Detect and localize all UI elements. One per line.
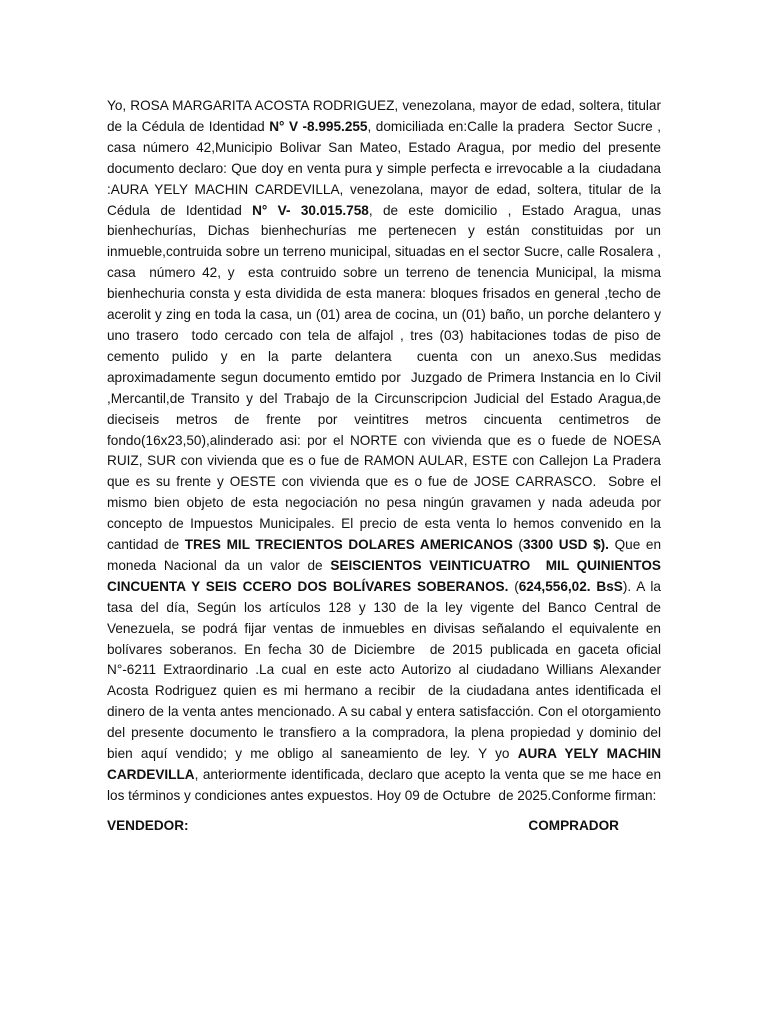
text-run: ( — [512, 537, 523, 553]
text-run: Yo, ROSA MARGARITA ACOSTA RODRIGUEZ, venezolana, mayor de edad, soltera, titular de la Cédula de Identidad — [107, 98, 665, 134]
text-run: Que en moneda Nacional da un valor de — [107, 537, 665, 573]
text-run: , anteriormente identificada, declaro que acepto la venta que se me hace en los términos y condiciones antes expuestos. Hoy 09 de Octubre de 2025.Conforme firman: — [107, 767, 665, 803]
bold-text-run: SEISCIENTOS VEINTICUATRO MIL QUINIENTOS CINCUENTA Y SEIS CCERO DOS BOLÍVARES SOBERANOS. — [107, 557, 665, 594]
bold-text-run: TRES MIL TRECIENTOS DOLARES AMERICANOS — [184, 537, 513, 553]
bold-text-run: AURA YELY MACHIN CARDEVILLA — [107, 746, 665, 782]
text-run: , de este domicilio , Estado Aragua, unas bienhechurías, Dichas bienhechurías me pertenecen y están constituidas por un inmueble,contruida sobre un terreno municipal, situadas en el sector Sucre, calle Rosalera , casa número 42, y esta contruido sobre un terreno de tenencia Municipal, la misma bienhechuria consta y esta dividida de esta manera: bloques frisados en general ,techo de acerolit y zing en toda la casa, un (01) area de cocina, un (01) baño, un porche delantero y uno trasero todo cercado con tela de alfajol , tres (03) habitaciones todas de piso de cemento pulido y en la parte delantera cuenta con un anexo.Sus medidas aproximadamente segun documento emtido por Juzgado de Primera Instancia en lo Civil ,Mercantil,de Transito y del Trabajo de la Circunscripcion Judicial del Estado Aragua,de dieciseis metros de frente por veintitres metros cincuenta centimetros de fondo(16x23,50),alinderado asi: por el NORTE con vivienda que es o fuede de NOESA RUIZ, SUR con vivienda que es o fue de RAMON AULAR, ESTE con Callejon La Pradera que es su frente y OESTE con vivienda que es o fue de JOSE CARRASCO. Sobre el mismo bien objeto de esta negociación no pesa ningún gravamen y nada adeuda por concepto de Impuestos Municipales. El precio de esta venta lo hemos convenido en la cantidad de — [107, 202, 665, 553]
text-run: ( — [508, 578, 519, 594]
bold-text-run: 624,556,02. BsS — [518, 578, 623, 594]
signature-row — [107, 816, 661, 837]
bold-text-run: 3300 USD $). — [522, 537, 609, 553]
seller-label: VENDEDOR: — [107, 817, 189, 833]
text-run: , domiciliada en:Calle la pradera Sector Sucre , casa número 42,Municipio Bolivar San Mateo, Estado Aragua, por medio del presente documento declaro: Que doy en venta pura y simple perfecta e irrevocable a la ciudadana :AURA YELY MACHIN CARDEVILLA, venezolana, mayor de edad, soltera, titular de la Cédula de Identidad — [107, 118, 665, 218]
bold-text-run: N° V- 30.015.758 — [252, 202, 369, 218]
document-page — [107, 96, 665, 837]
contract-body — [107, 96, 665, 807]
bold-text-run: N° V -8.995.255 — [269, 118, 368, 134]
text-run: ). A la tasa del día, Según los artículos 128 y 130 de la ley vigente del Banco Central de Venezuela, se podrá fijar ventas de inmuebles en divisas señalando el equivalente en bolívares soberanos. En fecha 30 de Diciembre de 2015 publicada en gaceta oficial N°-6211 Extraordinario .La cual en este acto Autorizo al ciudadano Willians Alexander Acosta Rodriguez quien es mi hermano a recibir de la ciudadana antes identificada el dinero de la venta antes mencionado. A su cabal y entera satisfacción. Con el otorgamiento del presente documento le transfiero a la compradora, la plena propiedad y dominio del bien aquí vendido; y me obligo al saneamiento de ley. Y yo — [107, 578, 665, 762]
buyer-label: COMPRADOR — [528, 817, 619, 833]
